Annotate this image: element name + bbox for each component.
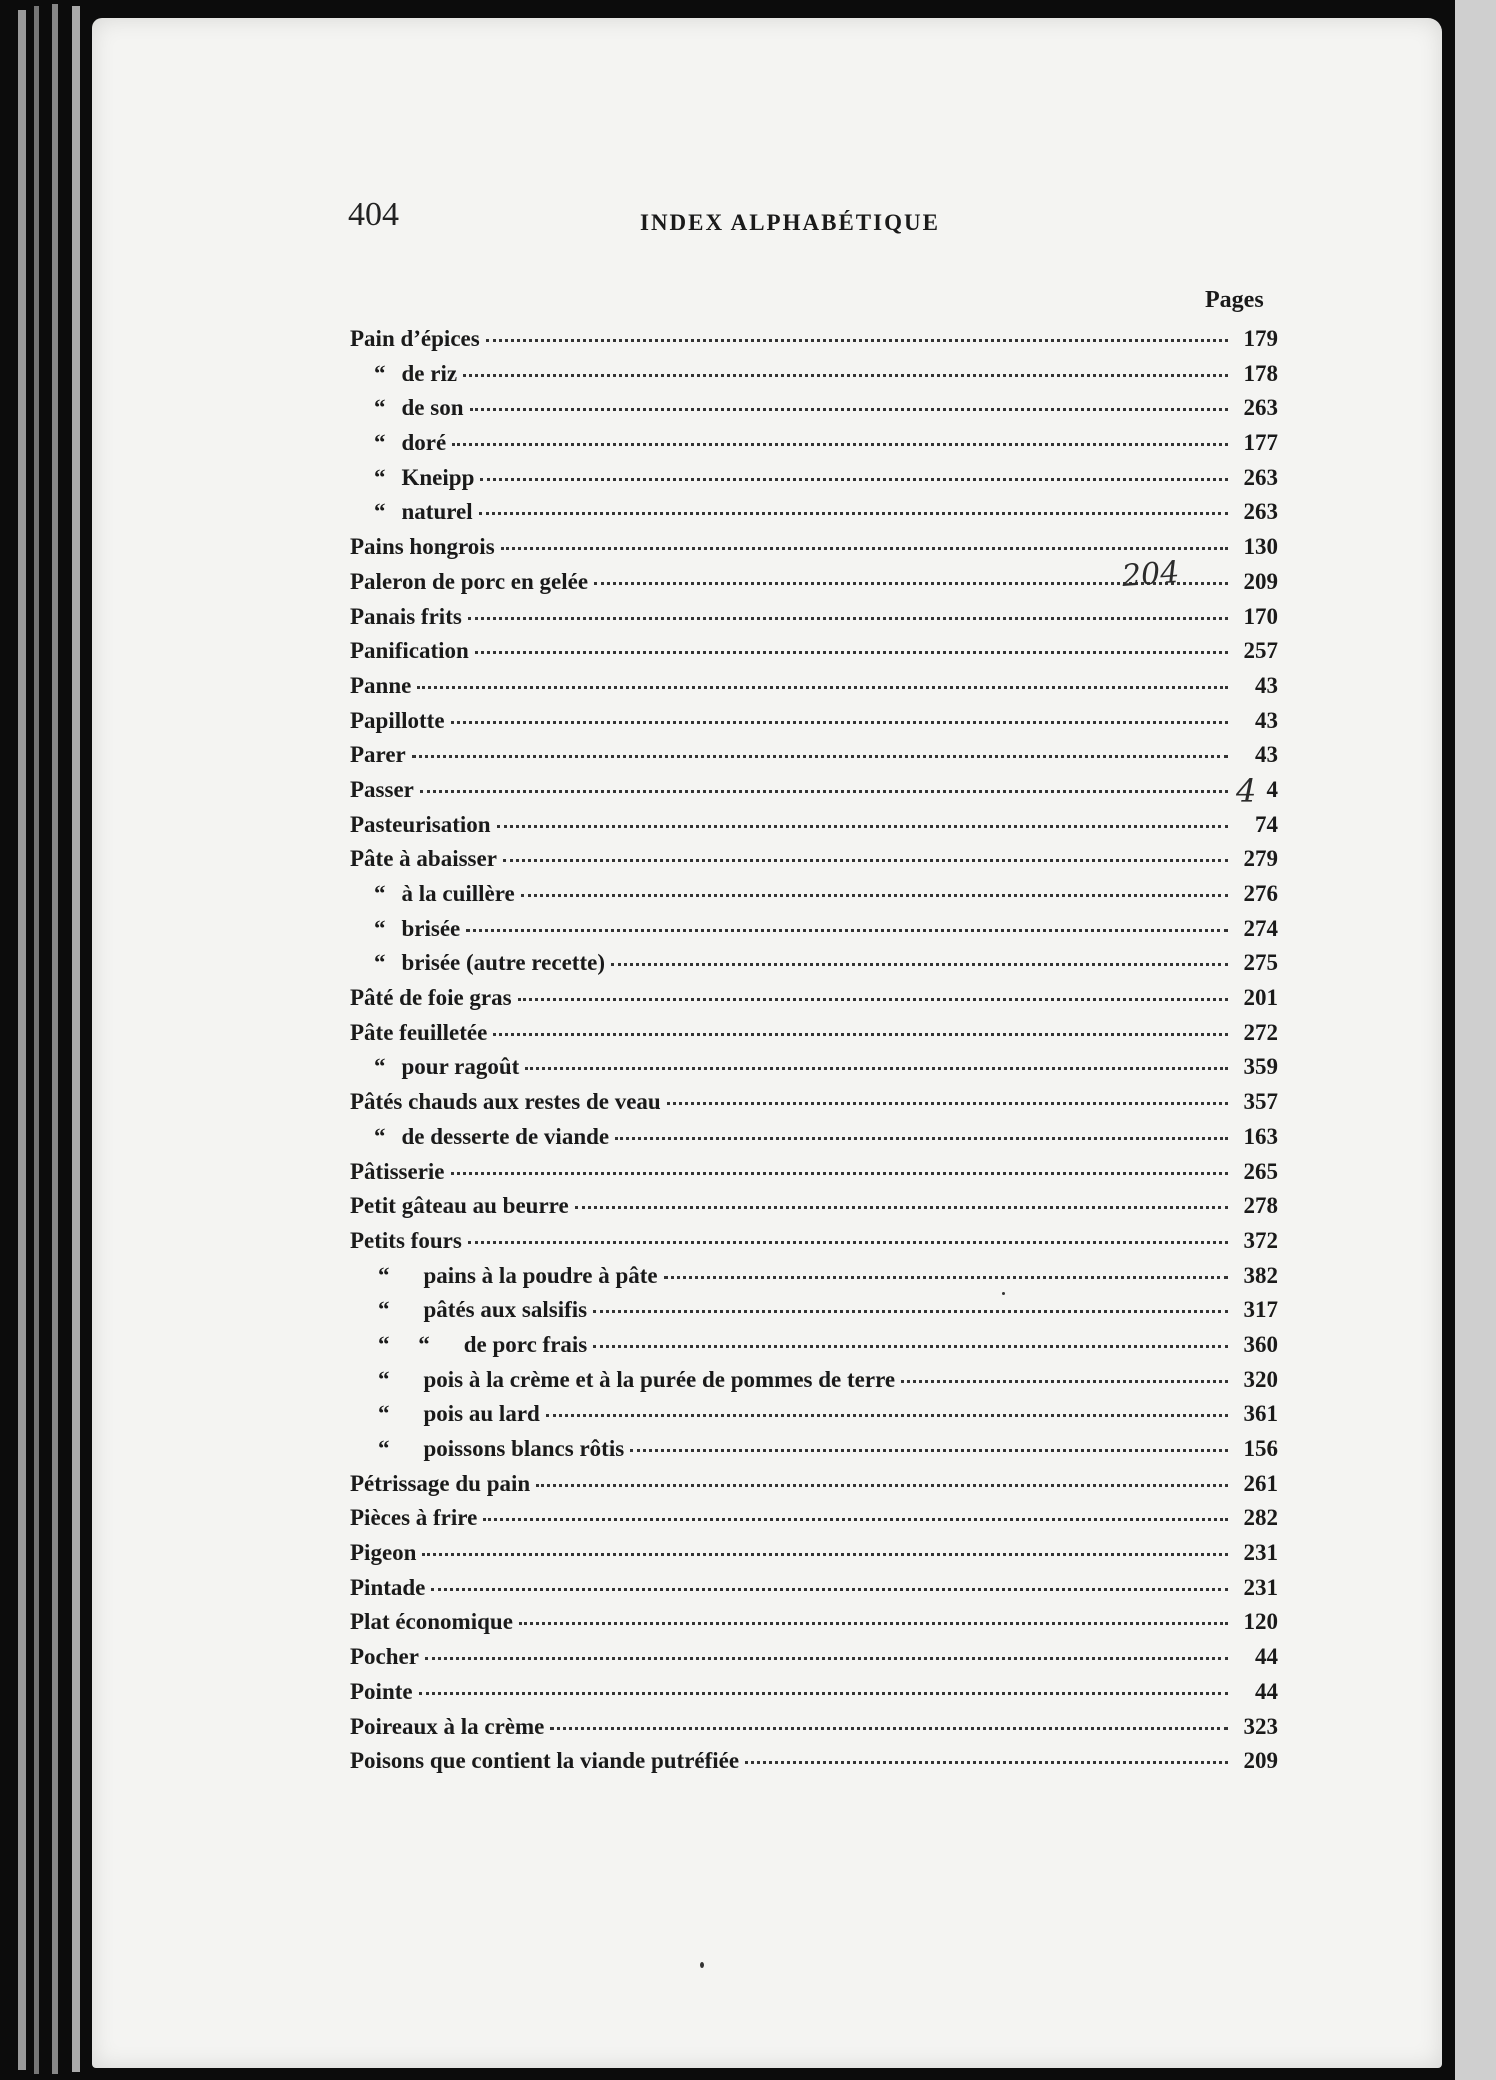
entry-page-number: 44 xyxy=(1255,1644,1278,1670)
dot-leader xyxy=(503,845,1228,862)
index-entry xyxy=(350,877,1278,912)
entry-text: Passer xyxy=(350,776,414,802)
index-entry xyxy=(350,495,1278,530)
entry-page-number: 231 xyxy=(1243,1574,1278,1600)
ditto-mark: “ xyxy=(378,1366,390,1392)
entry-page-number: 170 xyxy=(1243,603,1278,629)
entry-label-group xyxy=(350,912,460,947)
index-entry xyxy=(350,1536,1278,1571)
entry-label-group xyxy=(350,1328,587,1363)
index-entry xyxy=(350,1189,1278,1224)
entry-text: Petit gâteau au beurre xyxy=(350,1193,569,1219)
entry-page-number: 359 xyxy=(1243,1054,1278,1080)
index-entry xyxy=(350,1050,1278,1085)
dot-leader xyxy=(575,1192,1228,1209)
dot-leader xyxy=(479,498,1228,515)
index-entry xyxy=(350,981,1278,1016)
entry-text: Pâte à abaisser xyxy=(350,846,497,872)
entry-text: Pains hongrois xyxy=(350,534,495,560)
entry-text: Poisons que contient la viande putréfiée xyxy=(350,1748,740,1774)
entry-page-number: 274 xyxy=(1243,915,1278,941)
index-entry xyxy=(350,1571,1278,1606)
ditto-mark: “ xyxy=(378,1297,390,1323)
ditto-mark: “ xyxy=(374,464,386,490)
entry-page-number: 43 xyxy=(1255,707,1278,733)
entry-page-number: 282 xyxy=(1243,1505,1278,1531)
index-entry xyxy=(350,357,1278,392)
dot-leader xyxy=(745,1747,1228,1764)
entry-text: Pointe xyxy=(350,1678,413,1704)
index-entry xyxy=(350,1328,1278,1363)
adjacent-page-edge xyxy=(1455,0,1496,2080)
entry-page-number: 278 xyxy=(1243,1193,1278,1219)
dot-leader xyxy=(550,1713,1228,1730)
ditto-mark: “ xyxy=(374,430,386,456)
dot-leader xyxy=(667,1088,1228,1105)
entry-text: Poireaux à la crème xyxy=(350,1713,545,1739)
entry-text: Panification xyxy=(350,638,469,664)
entry-page-number: 372 xyxy=(1243,1227,1278,1253)
entry-page-number: 320 xyxy=(1243,1366,1278,1392)
pages-column-label: Pages xyxy=(1205,287,1264,313)
dot-leader xyxy=(412,741,1228,758)
index-entry xyxy=(350,669,1278,704)
ditto-mark: “ xyxy=(378,1262,390,1288)
entry-label-group xyxy=(350,634,469,669)
dot-leader xyxy=(593,1296,1228,1313)
entry-text: poissons blancs rôtis xyxy=(423,1436,625,1461)
entry-text: pains à la poudre à pâte xyxy=(423,1262,658,1288)
page-number: 404 xyxy=(348,196,399,233)
ditto-mark: “ xyxy=(374,1054,386,1080)
entry-page-number: 257 xyxy=(1243,638,1278,664)
entry-text: Pâté de foie gras xyxy=(350,985,512,1011)
dot-leader xyxy=(611,949,1228,966)
entry-label-group xyxy=(350,1467,530,1502)
entry-label-group xyxy=(350,738,406,773)
ditto-mark: “ xyxy=(374,360,386,386)
entry-label-group xyxy=(350,1640,419,1675)
entry-label-group xyxy=(350,495,473,530)
entry-page-number: 382 xyxy=(1243,1262,1278,1288)
index-entry xyxy=(350,1605,1278,1640)
entry-text: de desserte de viande xyxy=(401,1123,610,1149)
dot-leader xyxy=(417,672,1228,689)
index-entry xyxy=(350,1467,1278,1502)
entry-label-group xyxy=(350,1675,413,1710)
entry-text: à la cuillère xyxy=(401,881,515,906)
entry-text: Plat économique xyxy=(350,1609,513,1635)
page-stack-edge xyxy=(18,10,26,2070)
entry-page-number: 130 xyxy=(1243,534,1278,560)
entry-text: Panne xyxy=(350,672,412,698)
entry-text: Pocher xyxy=(350,1644,419,1670)
dot-leader xyxy=(451,707,1228,724)
entry-text: Pâtés chauds aux restes de veau xyxy=(350,1089,661,1115)
entry-text: pâtés aux salsifis xyxy=(423,1297,588,1323)
dot-leader xyxy=(468,603,1228,620)
entry-label-group xyxy=(350,773,414,808)
entry-text: Pigeon xyxy=(350,1540,417,1566)
entry-label-group xyxy=(350,1571,425,1606)
dot-leader xyxy=(497,811,1228,828)
index-entry xyxy=(350,391,1278,426)
entry-page-number: 263 xyxy=(1243,499,1278,525)
paper-speck xyxy=(1002,1292,1005,1295)
entry-label-group xyxy=(350,1050,519,1085)
entry-page-number: 201 xyxy=(1243,985,1278,1011)
entry-page-number: 4 xyxy=(1266,776,1278,802)
entry-text: naturel xyxy=(401,499,473,525)
handwritten-note-passer: 4 xyxy=(1236,772,1257,810)
entry-text: Kneipp xyxy=(401,464,475,490)
index-entry xyxy=(350,738,1278,773)
entry-text: Petits fours xyxy=(350,1227,462,1253)
index-entry xyxy=(350,1675,1278,1710)
entry-page-number: 120 xyxy=(1243,1609,1278,1635)
dot-leader xyxy=(463,360,1228,377)
ditto-mark: “ xyxy=(374,1123,386,1149)
entry-label-group xyxy=(350,1397,540,1432)
entry-label-group xyxy=(350,842,497,877)
entry-page-number: 43 xyxy=(1255,672,1278,698)
entry-text: Papillotte xyxy=(350,707,445,733)
entry-label-group xyxy=(350,946,605,981)
entry-label-group xyxy=(350,1536,416,1571)
entry-label-group xyxy=(350,322,480,357)
index-entry xyxy=(350,1016,1278,1051)
dot-leader xyxy=(630,1435,1228,1452)
index-entry xyxy=(350,1085,1278,1120)
index-entry xyxy=(350,322,1278,357)
entry-page-number: 357 xyxy=(1243,1089,1278,1115)
page-stack-edge xyxy=(72,6,80,2072)
entry-label-group xyxy=(350,877,515,912)
entry-label-group xyxy=(350,565,588,600)
entry-page-number: 177 xyxy=(1243,430,1278,456)
entry-page-number: 361 xyxy=(1243,1401,1278,1427)
index-entry xyxy=(350,1432,1278,1467)
entry-text: de son xyxy=(401,395,464,421)
index-list xyxy=(350,322,1278,1779)
index-entry xyxy=(350,600,1278,635)
entry-page-number: 263 xyxy=(1243,464,1278,490)
index-entry xyxy=(350,704,1278,739)
dot-leader xyxy=(519,1608,1228,1625)
index-entry xyxy=(350,946,1278,981)
page-stack-edge xyxy=(52,4,58,2074)
entry-text: Parer xyxy=(350,742,406,768)
entry-page-number: 360 xyxy=(1243,1331,1278,1357)
entry-label-group xyxy=(350,530,495,565)
ditto-mark: “ xyxy=(378,1401,390,1427)
dot-leader xyxy=(452,429,1228,446)
entry-text: brisée (autre recette) xyxy=(401,950,605,976)
entry-page-number: 209 xyxy=(1243,568,1278,594)
index-entry xyxy=(350,1155,1278,1190)
entry-label-group xyxy=(350,669,411,704)
index-entry xyxy=(350,1120,1278,1155)
index-entry xyxy=(350,808,1278,843)
entry-label-group xyxy=(350,1744,739,1779)
dot-leader xyxy=(451,1158,1228,1175)
entry-label-group xyxy=(350,981,512,1016)
entry-label-group xyxy=(350,1189,569,1224)
dot-leader xyxy=(422,1539,1228,1556)
index-entry xyxy=(350,426,1278,461)
entry-text: Pâtisserie xyxy=(350,1158,445,1184)
dot-leader xyxy=(518,984,1228,1001)
entry-page-number: 178 xyxy=(1243,360,1278,386)
dot-leader xyxy=(521,880,1228,897)
ditto-mark: “ xyxy=(374,881,386,906)
entry-label-group xyxy=(350,1224,462,1259)
index-entry xyxy=(350,1744,1278,1779)
dot-leader xyxy=(901,1366,1228,1383)
entry-label-group xyxy=(350,1155,445,1190)
dot-leader xyxy=(468,1227,1228,1244)
dot-leader xyxy=(501,533,1228,550)
entry-text: de porc frais xyxy=(463,1331,588,1357)
dot-leader xyxy=(466,915,1228,932)
entry-label-group xyxy=(350,461,474,496)
entry-label-group xyxy=(350,1016,487,1051)
entry-label-group xyxy=(350,1605,513,1640)
index-entry xyxy=(350,1397,1278,1432)
index-entry xyxy=(350,1224,1278,1259)
ditto-mark: “ xyxy=(374,915,386,941)
index-entry xyxy=(350,842,1278,877)
dot-leader xyxy=(475,637,1228,654)
ditto-mark: “ xyxy=(378,1436,390,1461)
entry-page-number: 272 xyxy=(1243,1019,1278,1045)
entry-page-number: 275 xyxy=(1243,950,1278,976)
entry-text: Paleron de porc en gelée xyxy=(350,568,589,594)
dot-leader xyxy=(615,1123,1228,1140)
entry-page-number: 231 xyxy=(1243,1540,1278,1566)
dot-leader xyxy=(420,776,1228,793)
entry-label-group xyxy=(350,391,464,426)
dot-leader xyxy=(425,1643,1228,1660)
entry-page-number: 179 xyxy=(1243,326,1278,351)
ditto-mark: “ “ xyxy=(378,1331,430,1357)
entry-page-number: 209 xyxy=(1243,1748,1278,1774)
entry-label-group xyxy=(350,1432,624,1467)
entry-text: pois au lard xyxy=(423,1401,540,1427)
entry-text: Pain d’épices xyxy=(350,326,480,351)
entry-page-number: 156 xyxy=(1243,1436,1278,1461)
dot-leader xyxy=(546,1400,1228,1417)
page-stack-edge xyxy=(34,6,39,2074)
dot-leader xyxy=(525,1053,1228,1070)
entry-page-number: 261 xyxy=(1243,1470,1278,1496)
entry-label-group xyxy=(350,1363,895,1398)
dot-leader xyxy=(470,394,1229,411)
index-entry xyxy=(350,1501,1278,1536)
entry-label-group xyxy=(350,1120,609,1155)
index-entry xyxy=(350,1710,1278,1745)
entry-text: Pintade xyxy=(350,1574,426,1600)
dot-leader xyxy=(486,325,1228,342)
entry-page-number: 276 xyxy=(1243,881,1278,906)
entry-label-group xyxy=(350,808,491,843)
entry-page-number: 74 xyxy=(1255,811,1278,837)
entry-label-group xyxy=(350,1259,658,1294)
entry-text: pour ragoût xyxy=(401,1054,520,1080)
entry-page-number: 43 xyxy=(1255,742,1278,768)
entry-page-number: 323 xyxy=(1243,1713,1278,1739)
entry-page-number: 317 xyxy=(1243,1297,1278,1323)
ditto-mark: “ xyxy=(374,499,386,525)
entry-page-number: 163 xyxy=(1243,1123,1278,1149)
index-entry xyxy=(350,1363,1278,1398)
dot-leader xyxy=(419,1678,1228,1695)
entry-page-number: 265 xyxy=(1243,1158,1278,1184)
entry-label-group xyxy=(350,357,457,392)
entry-text: Pasteurisation xyxy=(350,811,491,837)
ditto-mark: “ xyxy=(374,950,386,976)
index-entry xyxy=(350,912,1278,947)
page-title: INDEX ALPHABÉTIQUE xyxy=(640,210,940,235)
entry-label-group xyxy=(350,1085,661,1120)
dot-leader xyxy=(431,1574,1228,1591)
entry-label-group xyxy=(350,600,462,635)
entry-label-group xyxy=(350,1710,544,1745)
entry-page-number: 44 xyxy=(1255,1678,1278,1704)
dot-leader xyxy=(664,1262,1228,1279)
entry-label-group xyxy=(350,426,446,461)
entry-text: Pâte feuilletée xyxy=(350,1019,488,1045)
ditto-mark: “ xyxy=(374,395,386,421)
index-entry xyxy=(350,773,1278,808)
index-entry xyxy=(350,461,1278,496)
index-entry xyxy=(350,1259,1278,1294)
entry-page-number: 279 xyxy=(1243,846,1278,872)
dot-leader xyxy=(536,1470,1228,1487)
handwritten-note-paleron: 204 xyxy=(1120,555,1181,594)
dot-leader xyxy=(493,1019,1228,1036)
dot-leader xyxy=(593,1331,1228,1348)
entry-label-group xyxy=(350,704,445,739)
entry-text: Pétrissage du pain xyxy=(350,1470,531,1496)
entry-page-number: 263 xyxy=(1243,395,1278,421)
index-entry xyxy=(350,634,1278,669)
entry-text: brisée xyxy=(401,915,461,941)
dot-leader xyxy=(483,1504,1228,1521)
dot-leader xyxy=(480,464,1228,481)
paper-speck xyxy=(700,1962,704,1968)
entry-text: Panais frits xyxy=(350,603,462,629)
entry-text: de riz xyxy=(401,360,458,386)
index-entry xyxy=(350,1293,1278,1328)
entry-text: pois à la crème et à la purée de pommes de terre xyxy=(423,1366,896,1392)
entry-text: doré xyxy=(401,430,447,456)
entry-text: Pièces à frire xyxy=(350,1505,478,1531)
entry-label-group xyxy=(350,1501,477,1536)
entry-label-group xyxy=(350,1293,587,1328)
index-entry xyxy=(350,1640,1278,1675)
